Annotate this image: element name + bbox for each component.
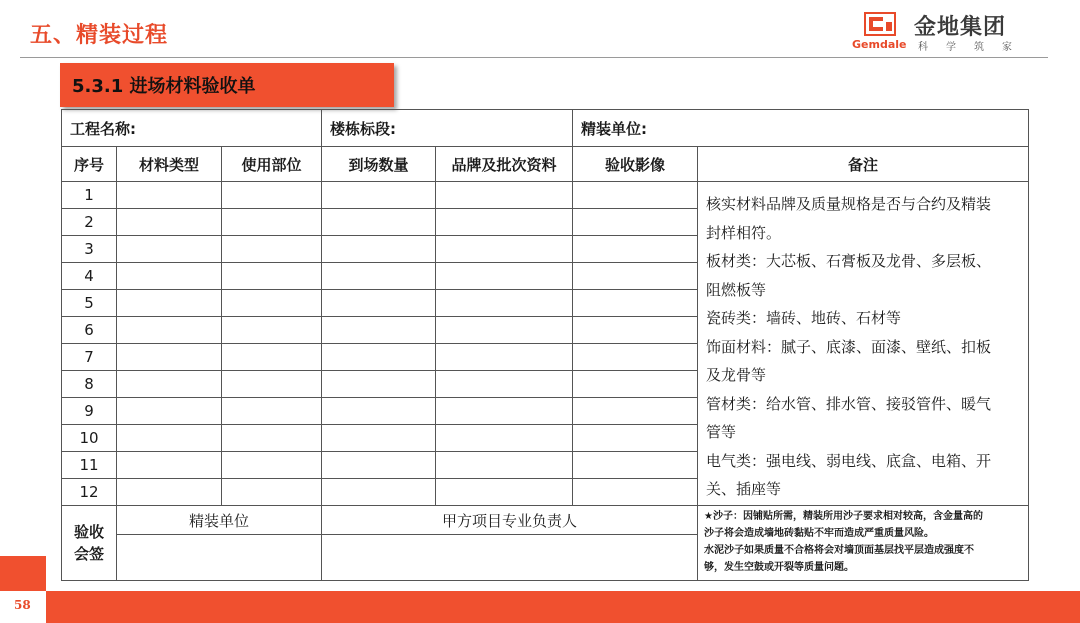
usage-location-cell[interactable]: [222, 263, 322, 290]
quantity-cell[interactable]: [322, 479, 436, 506]
usage-location-cell[interactable]: [222, 344, 322, 371]
owner-rep-signature[interactable]: [322, 535, 698, 581]
company-logo: [852, 10, 1036, 53]
fitout-unit-field[interactable]: 精装单位:: [573, 110, 1029, 147]
inspection-photo-cell[interactable]: [573, 398, 698, 425]
row-number: 9: [62, 398, 117, 425]
project-name-field[interactable]: 工程名称:: [62, 110, 322, 147]
fitout-unit-signature[interactable]: [117, 535, 322, 581]
row-number: 12: [62, 479, 117, 506]
usage-location-cell[interactable]: [222, 398, 322, 425]
notes-cell: [698, 506, 1029, 581]
usage-location-cell[interactable]: [222, 425, 322, 452]
inspection-photo-cell[interactable]: [573, 236, 698, 263]
usage-location-cell[interactable]: [222, 371, 322, 398]
signoff-label-line: 会签: [73, 545, 104, 563]
page-number: 58: [14, 598, 31, 612]
logo-slogan: 科学筑家: [918, 42, 1030, 53]
inspection-photo-cell[interactable]: [573, 344, 698, 371]
remarks-line: 板材类：大芯板、石膏板及龙骨、多层板、: [706, 252, 992, 270]
row-number: 10: [62, 425, 117, 452]
gemdale-logo-icon: [864, 12, 896, 36]
quantity-cell[interactable]: [322, 371, 436, 398]
inspection-photo-cell[interactable]: [573, 371, 698, 398]
material-type-cell[interactable]: [117, 479, 222, 506]
row-number: 8: [62, 371, 117, 398]
remarks-line: 及龙骨等: [706, 366, 767, 384]
inspection-photo-cell[interactable]: [573, 209, 698, 236]
quantity-cell[interactable]: [322, 317, 436, 344]
usage-location-cell[interactable]: [222, 290, 322, 317]
material-type-cell[interactable]: [117, 344, 222, 371]
logo-name-cn: 金地集团: [914, 15, 1007, 40]
remarks-line: 封样相符。: [706, 223, 782, 242]
remarks-line: 阻燃板等: [706, 280, 767, 299]
note-line: 沙子将会造成墙地砖黏贴不牢而造成严重质量风险。: [704, 528, 934, 539]
building-section-field[interactable]: 楼栋标段:: [322, 110, 573, 147]
inspection-photo-cell[interactable]: [573, 425, 698, 452]
brand-batch-cell[interactable]: [436, 317, 573, 344]
quantity-cell[interactable]: [322, 344, 436, 371]
quantity-cell[interactable]: [322, 209, 436, 236]
quantity-cell[interactable]: [322, 263, 436, 290]
brand-batch-cell[interactable]: [436, 425, 573, 452]
column-header: 使用部位: [222, 147, 322, 182]
page-title: 五、精装过程: [30, 23, 169, 48]
remarks-line: 管材类：给水管、排水管、接驳管件、暖气: [706, 394, 992, 413]
row-number: 5: [62, 290, 117, 317]
material-type-cell[interactable]: [117, 182, 222, 209]
material-type-cell[interactable]: [117, 263, 222, 290]
usage-location-cell[interactable]: [222, 236, 322, 263]
row-number: 6: [62, 317, 117, 344]
material-type-cell[interactable]: [117, 398, 222, 425]
quantity-cell[interactable]: [322, 236, 436, 263]
section-label: 5.3.1 进场材料验收单: [60, 63, 394, 107]
material-type-cell[interactable]: [117, 452, 222, 479]
inspection-photo-cell[interactable]: [573, 479, 698, 506]
footer-tab: [0, 556, 46, 591]
column-header-row: [62, 147, 1029, 182]
logo-name-en: Gemdale: [852, 38, 907, 51]
inspection-photo-cell[interactable]: [573, 263, 698, 290]
inspection-photo-cell[interactable]: [573, 290, 698, 317]
quantity-cell[interactable]: [322, 398, 436, 425]
column-header: 备注: [698, 147, 1029, 182]
material-type-cell[interactable]: [117, 425, 222, 452]
column-header: 序号: [62, 147, 117, 182]
footer-bar: [46, 591, 1080, 623]
material-type-cell[interactable]: [117, 290, 222, 317]
remarks-line: 核实材料品牌及质量规格是否与合约及精装: [706, 195, 992, 213]
remarks-line: 管等: [706, 423, 737, 441]
brand-batch-cell[interactable]: [436, 371, 573, 398]
column-header: 验收影像: [573, 147, 698, 182]
signoff-label-line: 验收: [73, 523, 104, 541]
column-header: 材料类型: [117, 147, 222, 182]
brand-batch-cell[interactable]: [436, 344, 573, 371]
form-info-row: [62, 110, 1029, 147]
signoff-row: [62, 506, 1029, 535]
owner-rep-sign-header: 甲方项目专业负责人: [322, 506, 698, 535]
usage-location-cell[interactable]: [222, 209, 322, 236]
remarks-line: 关、插座等: [706, 480, 782, 498]
note-line: ★沙子：因铺贴所需，精装所用沙子要求相对较高，含金量高的: [704, 511, 983, 522]
quantity-cell[interactable]: [322, 182, 436, 209]
brand-batch-cell[interactable]: [436, 263, 573, 290]
remarks-line: 电气类：强电线、弱电线、底盒、电箱、开: [706, 451, 992, 470]
material-type-cell[interactable]: [117, 317, 222, 344]
inspection-photo-cell[interactable]: [573, 317, 698, 344]
row-number: 11: [62, 452, 117, 479]
usage-location-cell[interactable]: [222, 317, 322, 344]
material-type-cell[interactable]: [117, 371, 222, 398]
usage-location-cell[interactable]: [222, 182, 322, 209]
signoff-label: [62, 506, 117, 581]
brand-batch-cell[interactable]: [436, 398, 573, 425]
row-number: 4: [62, 263, 117, 290]
column-header: 品牌及批次资料: [436, 147, 573, 182]
remarks-line: 瓷砖类：墙砖、地砖、石材等: [706, 309, 902, 327]
quantity-cell[interactable]: [322, 452, 436, 479]
inspection-photo-cell[interactable]: [573, 182, 698, 209]
row-number: 3: [62, 236, 117, 263]
inspection-photo-cell[interactable]: [573, 452, 698, 479]
fitout-unit-sign-header: 精装单位: [117, 506, 322, 535]
material-acceptance-form: [61, 109, 1029, 581]
brand-batch-cell[interactable]: [436, 182, 573, 209]
row-number: 7: [62, 344, 117, 371]
material-type-cell[interactable]: [117, 209, 222, 236]
table-row: [62, 182, 1029, 209]
brand-batch-cell[interactable]: [436, 479, 573, 506]
material-type-cell[interactable]: [117, 236, 222, 263]
brand-batch-cell[interactable]: [436, 452, 573, 479]
quantity-cell[interactable]: [322, 425, 436, 452]
row-number: 1: [62, 182, 117, 209]
brand-batch-cell[interactable]: [436, 290, 573, 317]
column-header: 到场数量: [322, 147, 436, 182]
usage-location-cell[interactable]: [222, 452, 322, 479]
quantity-cell[interactable]: [322, 290, 436, 317]
usage-location-cell[interactable]: [222, 479, 322, 506]
header-divider: [20, 57, 1048, 58]
brand-batch-cell[interactable]: [436, 236, 573, 263]
row-number: 2: [62, 209, 117, 236]
remarks-line: 饰面材料：腻子、底漆、面漆、壁纸、扣板: [706, 337, 992, 356]
brand-batch-cell[interactable]: [436, 209, 573, 236]
note-line: 够，发生空鼓或开裂等质量问题。: [704, 562, 854, 573]
note-line: 水泥沙子如果质量不合格将会对墙顶面基层找平层造成强度不: [704, 545, 974, 556]
remarks-cell: [698, 182, 1029, 506]
